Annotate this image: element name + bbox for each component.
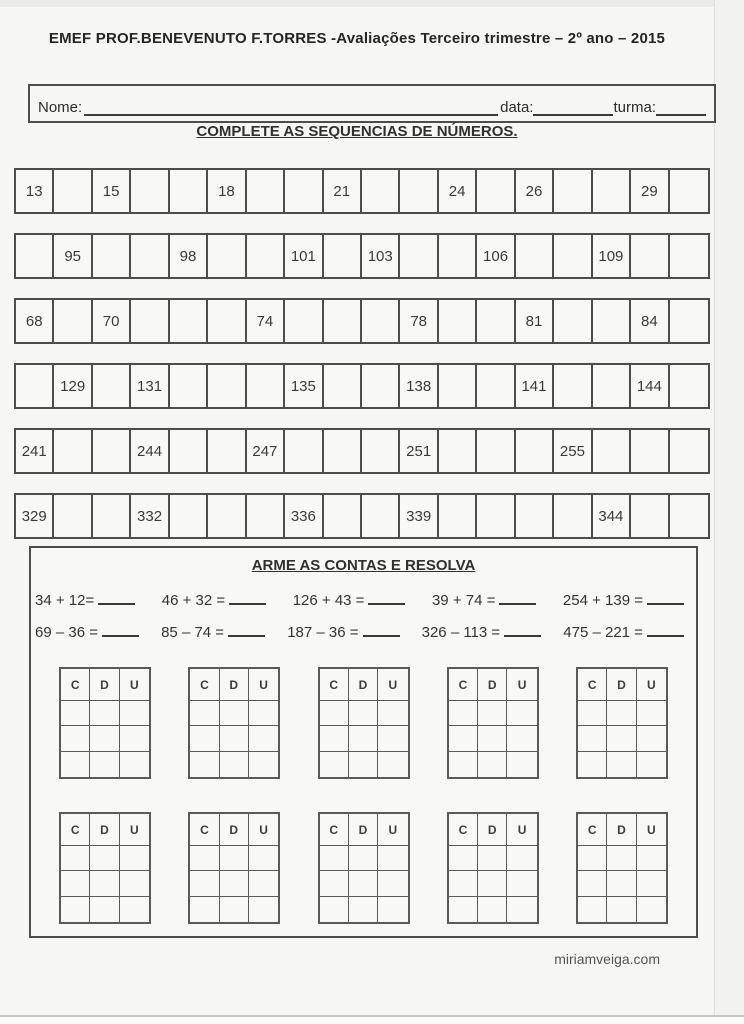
cdu-header-D: D xyxy=(478,669,507,701)
operation-expression xyxy=(35,622,139,641)
sequence-cell-empty xyxy=(400,170,438,212)
cdu-header-C: C xyxy=(449,814,478,846)
sequence-row-5 xyxy=(14,428,710,474)
cdu-empty-cell xyxy=(190,871,219,896)
cdu-empty-cell xyxy=(507,701,536,726)
sequence-cell-empty xyxy=(54,170,92,212)
cdu-grid xyxy=(576,667,668,779)
cdu-empty-cell xyxy=(61,726,90,751)
sequence-cell-empty xyxy=(170,170,208,212)
cdu-empty-cell xyxy=(478,726,507,751)
answer-blank-line xyxy=(647,590,684,605)
cdu-empty-cell xyxy=(220,752,249,777)
sequence-cell-empty xyxy=(16,365,54,407)
sequence-cell-empty xyxy=(16,235,54,277)
sequence-cell-empty xyxy=(477,495,515,537)
cdu-header-C: C xyxy=(578,814,607,846)
cdu-empty-cell xyxy=(637,846,666,871)
name-label: Nome: xyxy=(38,99,83,116)
cdu-header-C: C xyxy=(190,814,219,846)
cdu-empty-cell xyxy=(61,846,90,871)
cdu-empty-cell xyxy=(349,871,378,896)
sequence-cell-filled: 70 xyxy=(93,300,131,342)
sequence-cell-empty xyxy=(285,170,323,212)
cdu-header-C: C xyxy=(449,669,478,701)
cdu-empty-cell xyxy=(507,726,536,751)
cdu-header-D: D xyxy=(90,814,119,846)
sequence-cell-empty xyxy=(554,300,592,342)
cdu-empty-cell xyxy=(578,726,607,751)
cdu-grid xyxy=(59,812,151,924)
cdu-header-C: C xyxy=(320,814,349,846)
cdu-empty-cell xyxy=(120,871,149,896)
cdu-empty-cell xyxy=(349,897,378,922)
sequence-cell-empty xyxy=(362,430,400,472)
sequence-cell-empty xyxy=(439,300,477,342)
sequence-cell-filled: 103 xyxy=(362,235,400,277)
sequence-cell-empty xyxy=(324,235,362,277)
answer-blank-line xyxy=(368,590,405,605)
class-blank-line xyxy=(656,101,706,116)
sequence-cell-filled: 247 xyxy=(247,430,285,472)
cdu-empty-cell xyxy=(449,897,478,922)
cdu-grid xyxy=(576,812,668,924)
scan-edge-top xyxy=(0,0,744,7)
sequence-cell-filled: 84 xyxy=(631,300,669,342)
operation-expression xyxy=(287,622,399,641)
sequence-cell-empty xyxy=(554,170,592,212)
sequence-cell-filled: 141 xyxy=(516,365,554,407)
sequence-cell-empty xyxy=(208,365,246,407)
operation-text: 39 + 74 = xyxy=(431,592,496,609)
cdu-empty-cell xyxy=(249,846,278,871)
sequence-cell-filled: 68 xyxy=(16,300,54,342)
cdu-empty-cell xyxy=(349,726,378,751)
sequence-cell-empty xyxy=(516,235,554,277)
sequence-row-1 xyxy=(14,168,710,214)
operations-row-2 xyxy=(31,622,696,641)
sequence-cell-empty xyxy=(593,430,631,472)
sequence-cell-empty xyxy=(631,495,669,537)
cdu-empty-cell xyxy=(320,846,349,871)
operation-text: 85 – 74 = xyxy=(161,624,225,641)
cdu-empty-cell xyxy=(249,897,278,922)
sequence-cell-filled: 18 xyxy=(208,170,246,212)
page-title: EMEF PROF.BENEVENUTO F.TORRES -Avaliações Terceiro trimestre – 2º ano – 2015 xyxy=(48,30,666,47)
sequence-cell-empty xyxy=(670,495,708,537)
sequence-cell-empty xyxy=(93,235,131,277)
cdu-header-D: D xyxy=(349,814,378,846)
sequence-cell-filled: 255 xyxy=(554,430,592,472)
sequence-cell-empty xyxy=(516,495,554,537)
cdu-empty-cell xyxy=(190,752,219,777)
sequence-cell-filled: 26 xyxy=(516,170,554,212)
operation-expression xyxy=(293,590,406,609)
sequence-cell-filled: 344 xyxy=(593,495,631,537)
sequence-cell-empty xyxy=(131,235,169,277)
sequence-cell-filled: 336 xyxy=(285,495,323,537)
cdu-empty-cell xyxy=(578,846,607,871)
cdu-empty-cell xyxy=(378,871,407,896)
sequence-cell-filled: 131 xyxy=(131,365,169,407)
sequence-row-3 xyxy=(14,298,710,344)
sequence-cell-empty xyxy=(670,365,708,407)
sequence-cell-empty xyxy=(247,170,285,212)
cdu-empty-cell xyxy=(220,897,249,922)
sequence-cell-filled: 81 xyxy=(516,300,554,342)
cdu-empty-cell xyxy=(378,752,407,777)
cdu-empty-cell xyxy=(607,701,636,726)
sequence-cell-empty xyxy=(362,365,400,407)
cdu-empty-cell xyxy=(320,701,349,726)
sequence-cell-empty xyxy=(285,300,323,342)
operation-text: 46 + 32 = xyxy=(161,592,226,609)
cdu-empty-cell xyxy=(349,846,378,871)
scan-edge-bottom xyxy=(0,1017,744,1024)
sequence-cell-filled: 135 xyxy=(285,365,323,407)
sequence-cell-empty xyxy=(208,300,246,342)
cdu-empty-cell xyxy=(190,846,219,871)
cdu-empty-cell xyxy=(637,752,666,777)
operation-text: 69 – 36 = xyxy=(35,624,98,641)
sequence-cell-empty xyxy=(170,430,208,472)
cdu-empty-cell xyxy=(190,897,219,922)
cdu-header-U: U xyxy=(378,814,407,846)
cdu-header-D: D xyxy=(478,814,507,846)
sequence-cell-empty xyxy=(631,235,669,277)
cdu-empty-cell xyxy=(578,871,607,896)
cdu-empty-cell xyxy=(349,701,378,726)
cdu-empty-cell xyxy=(90,897,119,922)
sequence-cell-empty xyxy=(439,365,477,407)
answer-blank-line xyxy=(98,590,135,605)
sequence-cell-empty xyxy=(477,430,515,472)
sequence-cell-empty xyxy=(208,235,246,277)
cdu-empty-cell xyxy=(637,726,666,751)
cdu-header-C: C xyxy=(61,669,90,701)
cdu-empty-cell xyxy=(220,846,249,871)
answer-blank-line xyxy=(504,622,541,637)
sequence-cell-filled: 109 xyxy=(593,235,631,277)
sequence-cell-empty xyxy=(670,170,708,212)
cdu-grid xyxy=(447,812,539,924)
operation-expression xyxy=(162,590,266,609)
cdu-header-D: D xyxy=(220,669,249,701)
answer-blank-line xyxy=(228,622,265,637)
sequence-cell-empty xyxy=(631,430,669,472)
cdu-grids-row-1 xyxy=(31,667,696,779)
sequence-cell-empty xyxy=(324,495,362,537)
sequence-cell-empty xyxy=(54,300,92,342)
cdu-empty-cell xyxy=(507,752,536,777)
cdu-empty-cell xyxy=(120,752,149,777)
cdu-empty-cell xyxy=(507,846,536,871)
sequence-cell-empty xyxy=(477,300,515,342)
sequence-cell-empty xyxy=(208,430,246,472)
cdu-empty-cell xyxy=(607,726,636,751)
cdu-header-U: U xyxy=(507,669,536,701)
cdu-empty-cell xyxy=(378,846,407,871)
cdu-grid xyxy=(318,812,410,924)
cdu-header-U: U xyxy=(378,669,407,701)
sequence-cell-filled: 24 xyxy=(439,170,477,212)
sequence-cell-empty xyxy=(324,365,362,407)
cdu-empty-cell xyxy=(478,752,507,777)
sequence-cell-empty xyxy=(400,235,438,277)
sequence-cell-filled: 29 xyxy=(631,170,669,212)
sequence-cell-empty xyxy=(477,170,515,212)
cdu-header-D: D xyxy=(220,814,249,846)
sequences-section xyxy=(14,168,710,558)
class-label: turma: xyxy=(613,99,656,116)
cdu-header-U: U xyxy=(120,814,149,846)
cdu-header-U: U xyxy=(637,814,666,846)
cdu-empty-cell xyxy=(478,871,507,896)
cdu-empty-cell xyxy=(90,726,119,751)
operation-expression xyxy=(563,622,684,641)
operation-text: 475 – 221 = xyxy=(563,624,643,641)
sequence-cell-filled: 106 xyxy=(477,235,515,277)
cdu-empty-cell xyxy=(120,726,149,751)
sequence-cell-filled: 241 xyxy=(16,430,54,472)
sequence-cell-empty xyxy=(131,300,169,342)
sequence-cell-empty xyxy=(670,300,708,342)
sequence-cell-empty xyxy=(439,235,477,277)
sequence-cell-empty xyxy=(362,170,400,212)
sequence-cell-filled: 329 xyxy=(16,495,54,537)
cdu-empty-cell xyxy=(320,897,349,922)
answer-blank-line xyxy=(647,622,684,637)
sequence-cell-empty xyxy=(670,235,708,277)
scan-edge-right xyxy=(714,0,744,1024)
sequence-cell-empty xyxy=(439,495,477,537)
sequence-cell-empty xyxy=(362,300,400,342)
answer-blank-line xyxy=(102,622,139,637)
cdu-header-U: U xyxy=(120,669,149,701)
sequence-cell-filled: 98 xyxy=(170,235,208,277)
operations-box xyxy=(29,546,698,938)
cdu-empty-cell xyxy=(637,871,666,896)
cdu-header-C: C xyxy=(61,814,90,846)
cdu-empty-cell xyxy=(249,752,278,777)
date-blank-line xyxy=(533,101,613,116)
cdu-empty-cell xyxy=(190,726,219,751)
cdu-empty-cell xyxy=(90,871,119,896)
operations-heading: ARME AS CONTAS E RESOLVA xyxy=(251,557,476,574)
name-blank-line xyxy=(84,101,498,116)
sequences-heading: COMPLETE AS SEQUENCIAS DE NÚMEROS. xyxy=(196,123,518,140)
sequence-cell-empty xyxy=(247,495,285,537)
cdu-empty-cell xyxy=(220,871,249,896)
cdu-empty-cell xyxy=(637,897,666,922)
cdu-empty-cell xyxy=(607,871,636,896)
sequence-cell-empty xyxy=(670,430,708,472)
sequence-cell-empty xyxy=(54,495,92,537)
operation-expression xyxy=(422,622,542,641)
answer-blank-line xyxy=(229,590,266,605)
cdu-empty-cell xyxy=(220,701,249,726)
cdu-empty-cell xyxy=(507,897,536,922)
cdu-empty-cell xyxy=(507,871,536,896)
cdu-empty-cell xyxy=(478,846,507,871)
cdu-empty-cell xyxy=(190,701,219,726)
cdu-empty-cell xyxy=(220,726,249,751)
sequence-cell-filled: 101 xyxy=(285,235,323,277)
sequence-cell-filled: 144 xyxy=(631,365,669,407)
cdu-empty-cell xyxy=(61,701,90,726)
sequence-cell-filled: 138 xyxy=(400,365,438,407)
cdu-grid xyxy=(447,667,539,779)
sequence-cell-filled: 244 xyxy=(131,430,169,472)
sequence-cell-empty xyxy=(362,495,400,537)
answer-blank-line xyxy=(363,622,400,637)
operations-row-1 xyxy=(31,590,696,609)
operation-expression xyxy=(161,622,265,641)
cdu-empty-cell xyxy=(378,701,407,726)
cdu-empty-cell xyxy=(61,752,90,777)
cdu-header-D: D xyxy=(90,669,119,701)
operation-expression xyxy=(35,590,135,609)
sequence-cell-empty xyxy=(131,170,169,212)
cdu-empty-cell xyxy=(607,846,636,871)
cdu-empty-cell xyxy=(61,897,90,922)
sequence-cell-empty xyxy=(554,495,592,537)
sequence-cell-empty xyxy=(93,430,131,472)
sequence-row-2 xyxy=(14,233,710,279)
cdu-empty-cell xyxy=(449,701,478,726)
sequence-cell-filled: 332 xyxy=(131,495,169,537)
sequence-cell-empty xyxy=(170,365,208,407)
header-fields-box xyxy=(28,84,716,123)
cdu-empty-cell xyxy=(478,897,507,922)
cdu-header-U: U xyxy=(637,669,666,701)
cdu-empty-cell xyxy=(449,846,478,871)
sequence-cell-empty xyxy=(593,300,631,342)
cdu-header-C: C xyxy=(320,669,349,701)
cdu-empty-cell xyxy=(249,701,278,726)
cdu-header-D: D xyxy=(607,814,636,846)
cdu-empty-cell xyxy=(120,701,149,726)
sequence-cell-filled: 15 xyxy=(93,170,131,212)
cdu-grid xyxy=(59,667,151,779)
cdu-empty-cell xyxy=(449,752,478,777)
sequence-cell-filled: 251 xyxy=(400,430,438,472)
footer-watermark: miriamveiga.com xyxy=(554,951,660,967)
cdu-header-U: U xyxy=(249,814,278,846)
sequence-cell-empty xyxy=(554,235,592,277)
sequence-row-4 xyxy=(14,363,710,409)
operation-expression xyxy=(432,590,536,609)
cdu-header-D: D xyxy=(607,669,636,701)
sequence-cell-empty xyxy=(477,365,515,407)
cdu-header-C: C xyxy=(190,669,219,701)
operation-text: 126 + 43 = xyxy=(292,592,365,609)
cdu-header-U: U xyxy=(249,669,278,701)
cdu-empty-cell xyxy=(90,701,119,726)
cdu-empty-cell xyxy=(61,871,90,896)
answer-blank-line xyxy=(499,590,536,605)
sequence-cell-filled: 74 xyxy=(247,300,285,342)
cdu-grid xyxy=(318,667,410,779)
sequence-cell-empty xyxy=(324,300,362,342)
cdu-empty-cell xyxy=(320,752,349,777)
cdu-empty-cell xyxy=(478,701,507,726)
cdu-empty-cell xyxy=(378,897,407,922)
sequence-cell-filled: 95 xyxy=(54,235,92,277)
sequence-cell-empty xyxy=(93,365,131,407)
sequence-cell-empty xyxy=(208,495,246,537)
sequence-cell-empty xyxy=(593,170,631,212)
cdu-empty-cell xyxy=(637,701,666,726)
cdu-empty-cell xyxy=(249,871,278,896)
sequence-row-6 xyxy=(14,493,710,539)
cdu-grids-row-2 xyxy=(31,812,696,924)
cdu-empty-cell xyxy=(449,726,478,751)
cdu-empty-cell xyxy=(320,726,349,751)
cdu-empty-cell xyxy=(449,871,478,896)
operation-text: 326 – 113 = xyxy=(421,624,501,641)
sequence-cell-filled: 339 xyxy=(400,495,438,537)
sequence-cell-empty xyxy=(554,365,592,407)
cdu-empty-cell xyxy=(90,846,119,871)
operation-text: 254 + 139 = xyxy=(562,592,643,609)
date-label: data: xyxy=(500,99,534,116)
cdu-empty-cell xyxy=(120,846,149,871)
cdu-empty-cell xyxy=(607,897,636,922)
sequence-cell-empty xyxy=(54,430,92,472)
cdu-empty-cell xyxy=(349,752,378,777)
operation-text: 34 + 12= xyxy=(35,592,95,609)
sequence-cell-empty xyxy=(247,235,285,277)
cdu-empty-cell xyxy=(578,752,607,777)
sequence-cell-filled: 78 xyxy=(400,300,438,342)
sequence-cell-empty xyxy=(170,300,208,342)
cdu-header-U: U xyxy=(507,814,536,846)
cdu-empty-cell xyxy=(320,871,349,896)
sequence-cell-empty xyxy=(170,495,208,537)
cdu-empty-cell xyxy=(378,726,407,751)
cdu-grid xyxy=(188,667,280,779)
sequence-cell-filled: 21 xyxy=(324,170,362,212)
sequence-cell-empty xyxy=(324,430,362,472)
sequence-cell-empty xyxy=(439,430,477,472)
operation-text: 187 – 36 = xyxy=(287,624,359,641)
cdu-empty-cell xyxy=(90,752,119,777)
sequence-cell-empty xyxy=(516,430,554,472)
sequence-cell-empty xyxy=(593,365,631,407)
cdu-empty-cell xyxy=(120,897,149,922)
sequence-cell-empty xyxy=(285,430,323,472)
cdu-empty-cell xyxy=(578,897,607,922)
cdu-empty-cell xyxy=(607,752,636,777)
cdu-empty-cell xyxy=(578,701,607,726)
cdu-grid xyxy=(188,812,280,924)
sequence-cell-filled: 129 xyxy=(54,365,92,407)
cdu-header-D: D xyxy=(349,669,378,701)
sequence-cell-empty xyxy=(247,365,285,407)
cdu-empty-cell xyxy=(249,726,278,751)
sequence-cell-filled: 13 xyxy=(16,170,54,212)
sequence-cell-empty xyxy=(93,495,131,537)
operation-expression xyxy=(563,590,684,609)
cdu-header-C: C xyxy=(578,669,607,701)
